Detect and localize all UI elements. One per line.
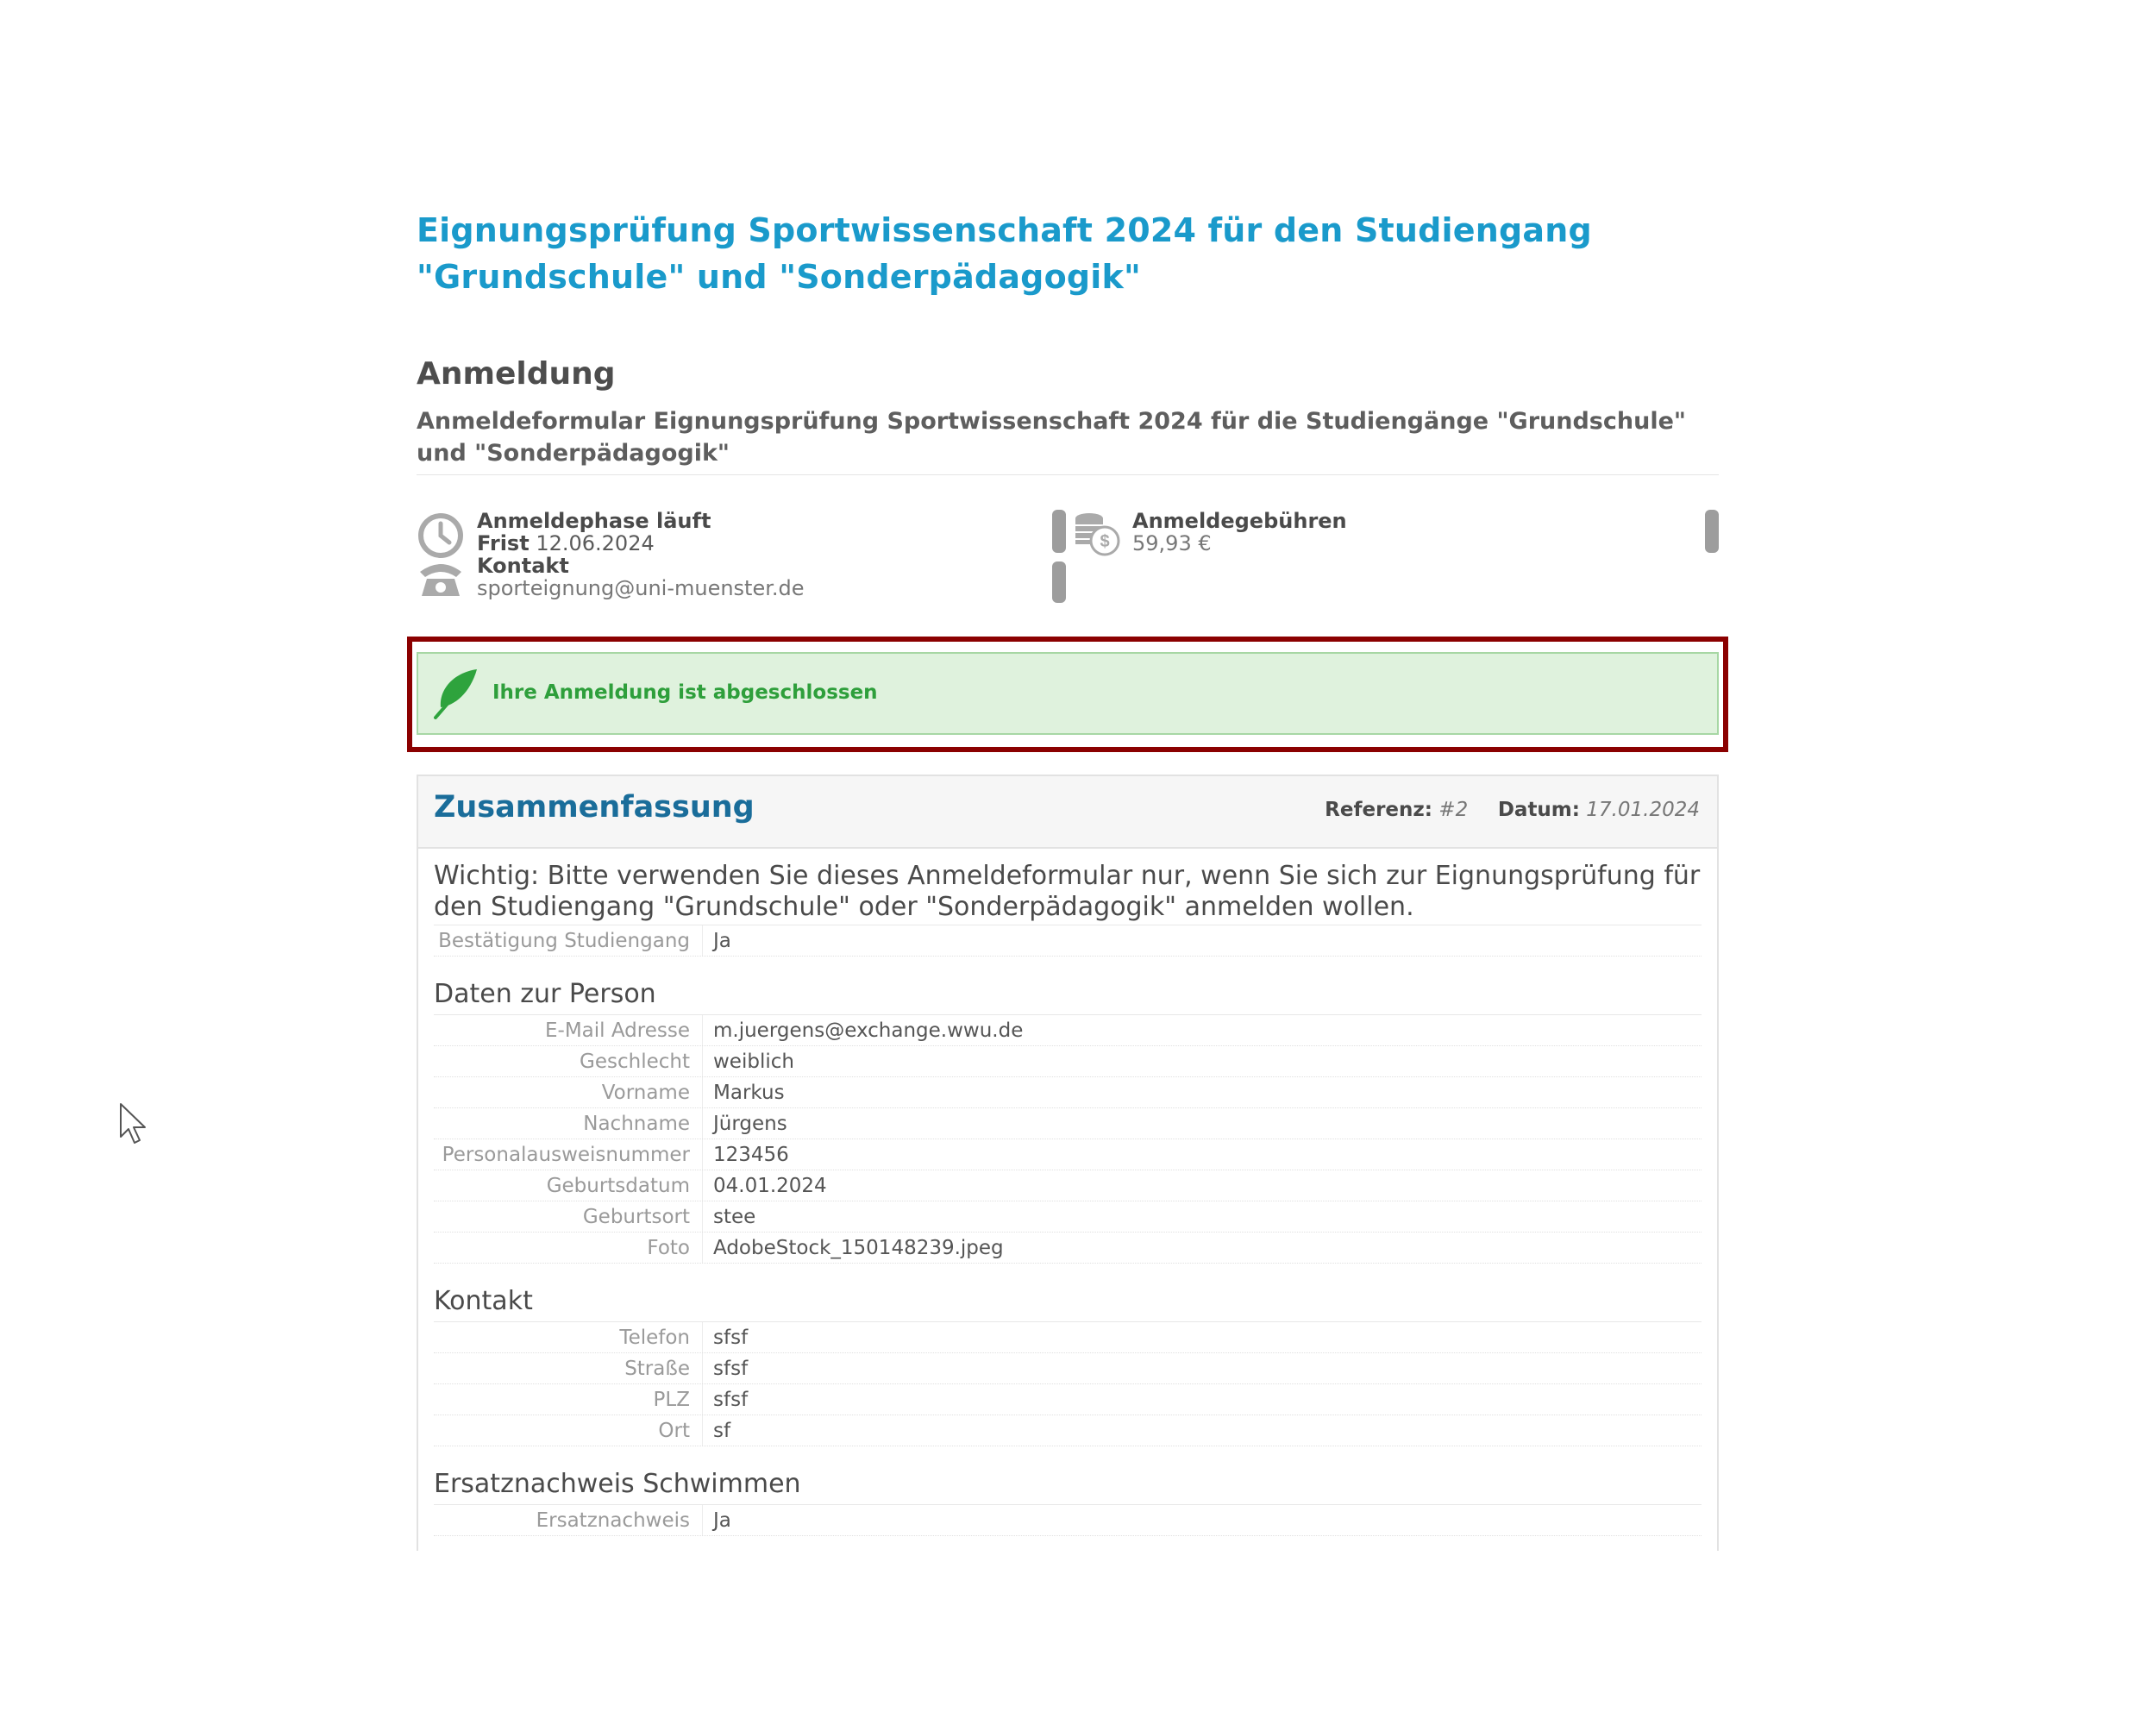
drag-handle[interactable]: [1705, 510, 1719, 553]
field-label: Vorname: [434, 1077, 703, 1107]
field-label: Geburtsdatum: [434, 1170, 703, 1201]
feather-icon: [432, 668, 480, 719]
field-label: Geschlecht: [434, 1046, 703, 1076]
fees-amount: 59,93 €: [1132, 531, 1212, 555]
field-label: PLZ: [434, 1384, 703, 1414]
field-value: AdobeStock_150148239.jpeg: [713, 1236, 1004, 1259]
drag-handle[interactable]: [1052, 561, 1066, 603]
fees-label-text: Anmeldegebühren: [1132, 509, 1347, 533]
summary-meta: [1325, 799, 1700, 821]
fees-label: [1132, 510, 1347, 532]
table-row: [434, 1046, 1702, 1077]
page-title: Eignungsprüfung Sportwissenschaft 2024 für den Studiengang "Grundschule" und "Sonderpädagogik": [417, 211, 1592, 296]
table-row: [434, 1233, 1702, 1264]
field-label: Ort: [434, 1415, 703, 1446]
field-value: Jürgens: [713, 1112, 787, 1135]
table-row: [434, 1108, 1702, 1139]
table-row: [434, 1384, 1702, 1415]
field-value: stee: [713, 1205, 756, 1228]
summary-header: [418, 776, 1717, 849]
field-value: Markus: [713, 1081, 785, 1104]
contact-label: [477, 555, 569, 577]
table-row: [434, 1415, 1702, 1446]
fees-value: [1132, 532, 1212, 555]
alert-message: Ihre Anmeldung ist abgeschlossen: [492, 681, 878, 704]
field-value: sfsf: [713, 1357, 749, 1380]
svg-text:$: $: [1100, 532, 1110, 551]
table-row: [434, 925, 1702, 957]
page: [417, 207, 1719, 1532]
field-label: Geburtsort: [434, 1201, 703, 1232]
field-value: 04.01.2024: [713, 1174, 827, 1197]
summary-title: Zusammenfassung: [434, 790, 755, 825]
phase-label: Anmeldephase läuft: [477, 509, 711, 533]
reference-label: Referenz:: [1325, 799, 1432, 821]
mouse-cursor-icon: [119, 1102, 150, 1145]
table-row: [434, 1322, 1702, 1353]
info-row: [417, 475, 1719, 613]
field-label: E-Mail Adresse: [434, 1015, 703, 1045]
field-label: Ersatznachweis: [434, 1505, 703, 1535]
clock-icon: [417, 511, 465, 560]
deadline-label: Frist: [477, 531, 530, 555]
table-row: [434, 1077, 1702, 1108]
contact-label-text: Kontakt: [477, 554, 569, 578]
field-value: weiblich: [713, 1050, 794, 1073]
contact-email-value[interactable]: sporteignung@uni-muenster.de: [477, 576, 805, 600]
group-title-person: Daten zur Person: [434, 979, 1702, 1015]
field-value: sfsf: [713, 1388, 749, 1411]
table-row: [434, 1505, 1702, 1536]
phone-icon: [417, 560, 465, 598]
field-label: Nachname: [434, 1108, 703, 1138]
group-title-swimming: Ersatznachweis Schwimmen: [434, 1469, 1702, 1505]
section-heading: Anmeldung: [417, 356, 616, 392]
table-row: [434, 1170, 1702, 1201]
summary-panel: [417, 775, 1719, 1551]
field-label: Foto: [434, 1233, 703, 1263]
field-label: Telefon: [434, 1322, 703, 1352]
field-value: sfsf: [713, 1326, 749, 1349]
phase-status: [477, 510, 711, 532]
field-value: m.juergens@exchange.wwu.de: [713, 1019, 1024, 1042]
deadline-value: 12.06.2024: [536, 531, 655, 555]
reference-value: #2: [1438, 799, 1469, 821]
group-title-contact: Kontakt: [434, 1286, 1702, 1322]
field-value: sf: [713, 1419, 731, 1442]
form-title: Anmeldeformular Eignungsprüfung Sportwissenschaft 2024 für die Studiengänge "Grundschule" und "Sonderpädagogik": [417, 405, 1719, 475]
table-row: [434, 1353, 1702, 1384]
field-value: 123456: [713, 1143, 789, 1166]
field-value: Ja: [713, 929, 731, 952]
field-label: Straße: [434, 1353, 703, 1383]
date-label: Datum:: [1497, 799, 1580, 821]
coins-icon: [1072, 510, 1120, 558]
field-label: Bestätigung Studiengang: [434, 925, 703, 956]
success-alert: [417, 652, 1719, 735]
table-row: [434, 1201, 1702, 1233]
field-label: Personalausweisnummer: [434, 1139, 703, 1170]
important-note: Wichtig: Bitte verwenden Sie dieses Anmeldeformular nur, wenn Sie sich zur Eignungsprüfung für den Studiengang "Grundschule" oder "Sonderpädagogik" anmelden wollen.: [434, 861, 1702, 925]
deadline: [477, 532, 655, 555]
drag-handle[interactable]: [1052, 510, 1066, 553]
summary-body: [418, 849, 1717, 1536]
contact-email[interactable]: [477, 577, 805, 599]
field-value: Ja: [713, 1509, 731, 1532]
table-row: [434, 1015, 1702, 1046]
table-row: [434, 1139, 1702, 1170]
date-value: 17.01.2024: [1586, 799, 1700, 821]
